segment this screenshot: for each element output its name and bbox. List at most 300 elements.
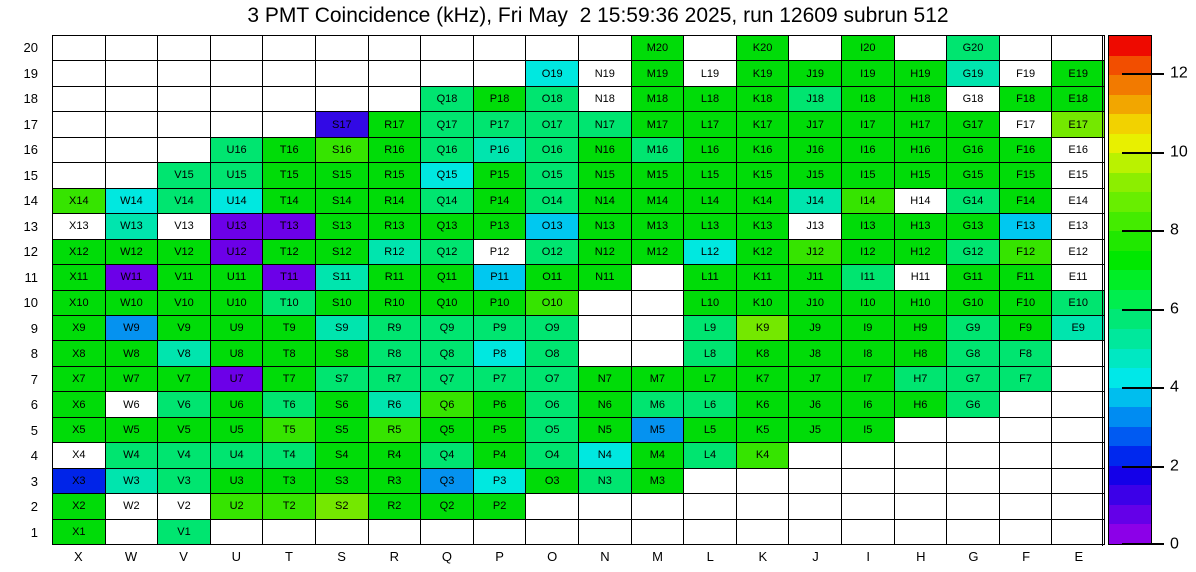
heatmap-cell	[632, 418, 685, 443]
cell-label: I12	[860, 245, 876, 258]
heatmap-cell	[1000, 163, 1053, 188]
cell-label: G8	[965, 347, 981, 360]
heatmap-cell	[369, 240, 422, 265]
heatmap-cell	[106, 265, 159, 290]
cell-label: G9	[965, 322, 981, 335]
cell-label: Q16	[436, 144, 458, 157]
cell-label: S4	[335, 449, 349, 462]
heatmap-cell	[526, 443, 579, 468]
cell-label: H11	[910, 271, 931, 284]
heatmap-cell	[842, 240, 895, 265]
cell-label: R8	[387, 347, 402, 360]
cell-label: O10	[541, 296, 563, 309]
cell-label: E16	[1068, 144, 1088, 157]
heatmap-cell	[421, 469, 474, 494]
cell-label: S7	[335, 373, 349, 386]
cell-label: L19	[700, 67, 720, 80]
cell-label: V8	[177, 347, 191, 360]
cell-label: S12	[332, 245, 352, 258]
cell-label: P13	[489, 220, 510, 233]
cell-label: X7	[72, 373, 86, 386]
colorbar-band	[1109, 114, 1151, 134]
cell-label: V13	[174, 220, 194, 233]
cell-label: U9	[229, 322, 244, 335]
cell-label: R11	[384, 271, 405, 284]
cell-label: M17	[646, 118, 669, 131]
cell-label: M18	[646, 93, 669, 106]
cell-label: E12	[1068, 245, 1088, 258]
heatmap-cell	[895, 87, 948, 112]
cell-label: W4	[123, 449, 140, 462]
heatmap-cell	[842, 87, 895, 112]
cell-label: J6	[809, 398, 821, 411]
heatmap-cell	[737, 214, 790, 239]
heatmap-cell	[789, 469, 842, 494]
heatmap-cell	[158, 240, 211, 265]
heatmap-cell	[737, 367, 790, 392]
heatmap-cell	[263, 214, 316, 239]
heatmap-cell	[316, 87, 369, 112]
cell-label: U6	[229, 398, 244, 411]
heatmap-cell	[106, 443, 159, 468]
cell-label: Q18	[436, 93, 458, 106]
cell-label: O19	[541, 67, 563, 80]
heatmap-cell	[632, 265, 685, 290]
heatmap-cell	[158, 163, 211, 188]
cell-label: O11	[542, 271, 563, 284]
heatmap-cell	[632, 443, 685, 468]
heatmap-cell	[369, 520, 422, 545]
cell-label: K16	[752, 144, 773, 157]
cell-label: K8	[755, 347, 770, 360]
heatmap-cell	[947, 443, 1000, 468]
heatmap-cell	[842, 61, 895, 86]
heatmap-cell	[474, 443, 527, 468]
x-axis-tick-label: W	[124, 548, 138, 564]
heatmap-cell	[263, 138, 316, 163]
cell-label: O18	[541, 93, 563, 106]
heatmap-cell	[947, 316, 1000, 341]
heatmap-cell	[211, 291, 264, 316]
heatmap-cell	[526, 316, 579, 341]
cell-label: F17	[1016, 118, 1036, 131]
heatmap-cell	[316, 367, 369, 392]
cell-label: R17	[384, 118, 405, 131]
heatmap-cell	[211, 112, 264, 137]
cell-label: H10	[910, 296, 931, 309]
cell-label: L12	[700, 245, 720, 258]
cell-label: O17	[541, 118, 563, 131]
heatmap-cell	[263, 189, 316, 214]
cell-label: J5	[809, 423, 821, 436]
heatmap-cell	[789, 520, 842, 545]
heatmap-cell	[369, 443, 422, 468]
x-axis-tick-label: N	[600, 548, 610, 564]
heatmap-cell	[474, 341, 527, 366]
heatmap-cell	[369, 112, 422, 137]
heatmap-cell	[158, 265, 211, 290]
cell-label: U7	[229, 373, 244, 386]
heatmap-cell	[842, 443, 895, 468]
heatmap-cell	[895, 494, 948, 519]
heatmap-cell	[263, 316, 316, 341]
cell-label: V4	[177, 449, 191, 462]
heatmap-cell	[1000, 87, 1053, 112]
heatmap-cell	[526, 36, 579, 61]
heatmap-cell	[947, 291, 1000, 316]
heatmap-cell	[526, 291, 579, 316]
heatmap-cell	[369, 494, 422, 519]
cell-label: P4	[492, 449, 507, 462]
heatmap-cell	[895, 367, 948, 392]
cell-label: L5	[703, 423, 717, 436]
cell-label: Q11	[437, 271, 457, 284]
heatmap-cell	[947, 367, 1000, 392]
heatmap-cell	[1000, 367, 1053, 392]
heatmap-cell	[369, 61, 422, 86]
heatmap-cell	[211, 520, 264, 545]
cell-label: W6	[123, 398, 140, 411]
heatmap-cell	[106, 61, 159, 86]
heatmap-cell	[1052, 189, 1105, 214]
cell-label: T15	[279, 169, 299, 182]
heatmap-cell	[947, 469, 1000, 494]
colorbar	[1108, 35, 1152, 545]
heatmap-cell	[842, 189, 895, 214]
heatmap-cell	[474, 392, 527, 417]
heatmap-cell	[421, 214, 474, 239]
heatmap-cell	[842, 367, 895, 392]
heatmap-cell	[895, 112, 948, 137]
cell-label: I17	[860, 118, 876, 131]
heatmap-cell	[369, 316, 422, 341]
heatmap-cell	[579, 189, 632, 214]
cell-label: G11	[963, 271, 983, 284]
heatmap-cell	[789, 341, 842, 366]
heatmap-cell	[263, 87, 316, 112]
heatmap-cell	[579, 87, 632, 112]
heatmap-cell	[474, 87, 527, 112]
cell-label: F15	[1016, 169, 1036, 182]
heatmap-cell	[526, 87, 579, 112]
heatmap-cell	[632, 112, 685, 137]
heatmap-cell	[1052, 443, 1105, 468]
cell-label: G7	[965, 373, 981, 386]
heatmap-cell	[316, 214, 369, 239]
cell-label: R10	[384, 296, 405, 309]
heatmap-cell	[684, 443, 737, 468]
heatmap-cell	[737, 36, 790, 61]
colorbar-band	[1109, 407, 1151, 427]
heatmap-cell	[158, 494, 211, 519]
heatmap-cell	[1000, 61, 1053, 86]
heatmap-cell	[737, 240, 790, 265]
heatmap-cell	[53, 36, 106, 61]
heatmap-cell	[789, 112, 842, 137]
heatmap-cell	[474, 316, 527, 341]
x-axis-tick-label: J	[812, 548, 819, 564]
heatmap-cell	[421, 138, 474, 163]
cell-label: P18	[489, 93, 510, 106]
heatmap-cell	[842, 341, 895, 366]
cell-label: O9	[544, 322, 560, 335]
heatmap-cell	[1052, 214, 1105, 239]
cell-label: X6	[72, 398, 86, 411]
heatmap-cell	[842, 520, 895, 545]
cell-label: H19	[910, 67, 931, 80]
heatmap-cell	[579, 520, 632, 545]
heatmap-cell	[316, 520, 369, 545]
cell-label: K18	[752, 93, 773, 106]
cell-label: Q14	[436, 194, 458, 207]
cell-label: M19	[646, 67, 669, 80]
cell-label: W10	[120, 296, 143, 309]
cell-label: G20	[962, 42, 984, 55]
cell-label: M13	[646, 220, 669, 233]
heatmap-cell	[684, 87, 737, 112]
cell-label: O8	[544, 347, 560, 360]
x-axis-tick-label: O	[547, 548, 558, 564]
colorbar-tick-label: 4	[1170, 378, 1179, 396]
cell-label: I16	[860, 144, 876, 157]
cell-label: J17	[806, 118, 825, 131]
heatmap-cell	[1052, 163, 1105, 188]
cell-label: X3	[72, 474, 86, 487]
y-axis-tick-label: 5	[30, 422, 38, 438]
heatmap-cell	[789, 291, 842, 316]
cell-label: Q9	[439, 322, 455, 335]
heatmap-cell	[947, 240, 1000, 265]
heatmap-cell	[789, 316, 842, 341]
cell-label: X14	[69, 194, 89, 207]
heatmap-cell	[789, 494, 842, 519]
cell-label: V7	[177, 373, 191, 386]
heatmap-cell	[53, 418, 106, 443]
heatmap-cell	[789, 214, 842, 239]
heatmap-cell	[684, 367, 737, 392]
heatmap-cell	[316, 494, 369, 519]
heatmap-cell	[158, 341, 211, 366]
cell-label: U8	[229, 347, 244, 360]
cell-label: U2	[229, 500, 244, 513]
heatmap-cell	[474, 112, 527, 137]
y-axis-tick-label: 6	[30, 397, 38, 413]
cell-label: N15	[594, 169, 615, 182]
cell-label: O13	[541, 220, 563, 233]
heatmap-cell	[789, 87, 842, 112]
heatmap-cell	[211, 418, 264, 443]
heatmap-cell	[421, 443, 474, 468]
x-axis-tick-label: S	[337, 548, 346, 564]
colorbar-band	[1109, 231, 1151, 251]
cell-label: O6	[544, 398, 560, 411]
colorbar-tick-label: 0	[1170, 535, 1179, 553]
heatmap-cell	[526, 341, 579, 366]
cell-label: U15	[226, 169, 247, 182]
cell-label: R14	[384, 194, 405, 207]
heatmap-cell	[579, 265, 632, 290]
heatmap-cell	[579, 163, 632, 188]
heatmap-cell	[789, 392, 842, 417]
heatmap-cell	[158, 291, 211, 316]
cell-label: J19	[806, 67, 825, 80]
heatmap-cell	[947, 520, 1000, 545]
y-axis-tick-label: 2	[30, 499, 38, 515]
cell-label: K15	[752, 169, 773, 182]
cell-label: L16	[700, 144, 720, 157]
cell-label: L10	[700, 296, 720, 309]
x-axis-tick-label: U	[231, 548, 241, 564]
heatmap-cell	[842, 36, 895, 61]
cell-label: T3	[282, 474, 296, 487]
heatmap-cell	[895, 240, 948, 265]
heatmap-cell	[369, 265, 422, 290]
colorbar-tick-label: 8	[1170, 221, 1179, 239]
heatmap-cell	[579, 112, 632, 137]
heatmap-cell	[211, 87, 264, 112]
heatmap-cell	[263, 36, 316, 61]
heatmap-cell	[579, 469, 632, 494]
colorbar-band	[1109, 524, 1151, 544]
cell-label: I8	[863, 347, 873, 360]
heatmap-cell	[421, 36, 474, 61]
cell-label: X4	[72, 449, 86, 462]
cell-label: I6	[863, 398, 873, 411]
heatmap-cell	[737, 469, 790, 494]
cell-label: L11	[701, 271, 719, 284]
heatmap-cell	[158, 392, 211, 417]
heatmap-cell	[421, 316, 474, 341]
heatmap-cell	[684, 189, 737, 214]
heatmap-cell	[421, 87, 474, 112]
heatmap-cell	[158, 418, 211, 443]
cell-label: Q10	[436, 296, 458, 309]
heatmap-cell	[474, 291, 527, 316]
heatmap-cell	[684, 214, 737, 239]
colorbar-band	[1109, 75, 1151, 95]
heatmap-cell	[1052, 469, 1105, 494]
heatmap-cell	[1000, 520, 1053, 545]
cell-label: W5	[123, 423, 140, 436]
cell-label: X2	[72, 500, 86, 513]
heatmap-cell	[158, 61, 211, 86]
heatmap-cell	[632, 367, 685, 392]
heatmap-cell	[526, 240, 579, 265]
heatmap-cell	[53, 443, 106, 468]
heatmap-cell	[106, 138, 159, 163]
cell-label: F19	[1016, 67, 1036, 80]
heatmap-cell	[421, 367, 474, 392]
heatmap-cell	[737, 112, 790, 137]
cell-label: V10	[174, 296, 194, 309]
cell-label: S17	[332, 118, 352, 131]
heatmap-cell	[106, 87, 159, 112]
y-axis-tick-label: 14	[23, 193, 38, 209]
heatmap-cell	[842, 418, 895, 443]
heatmap-cell	[474, 189, 527, 214]
colorbar-band	[1109, 56, 1151, 76]
cell-label: U10	[226, 296, 247, 309]
colorbar-tick-label: 2	[1170, 457, 1179, 475]
cell-label: H16	[910, 144, 931, 157]
heatmap-cell	[947, 494, 1000, 519]
y-axis-tick-label: 17	[23, 116, 38, 132]
heatmap-cell	[106, 36, 159, 61]
cell-label: X9	[72, 322, 86, 335]
x-axis-tick-label: X	[73, 548, 83, 564]
cell-label: G12	[962, 245, 984, 258]
heatmap-cell	[684, 112, 737, 137]
heatmap-cell	[684, 291, 737, 316]
heatmap-cell	[895, 520, 948, 545]
heatmap-cell	[947, 61, 1000, 86]
heatmap-cell	[947, 392, 1000, 417]
cell-label: L9	[703, 322, 717, 335]
cell-label: V11	[174, 271, 194, 284]
colorbar-band	[1109, 309, 1151, 329]
cell-label: F13	[1016, 220, 1036, 233]
heatmap-cell	[53, 494, 106, 519]
cell-label: T16	[279, 144, 299, 157]
cell-label: J11	[806, 271, 824, 284]
cell-label: P2	[492, 500, 507, 513]
cell-label: H6	[913, 398, 928, 411]
cell-label: E14	[1068, 194, 1088, 207]
cell-label: S5	[335, 423, 349, 436]
cell-label: F7	[1019, 373, 1033, 386]
x-axis-tick-label: M	[652, 548, 663, 564]
cell-label: R3	[387, 474, 402, 487]
heatmap-cell	[316, 291, 369, 316]
heatmap-cell	[263, 291, 316, 316]
cell-label: M12	[646, 245, 669, 258]
heatmap-cell	[1052, 61, 1105, 86]
cell-label: F8	[1019, 347, 1033, 360]
heatmap-cell	[316, 443, 369, 468]
cell-label: I9	[863, 322, 873, 335]
cell-label: N11	[595, 271, 615, 284]
colorbar-band	[1109, 270, 1151, 290]
heatmap-cell	[1052, 265, 1105, 290]
heatmap-cell	[53, 392, 106, 417]
heatmap-cell	[263, 61, 316, 86]
heatmap-cell	[632, 189, 685, 214]
heatmap-cell	[579, 291, 632, 316]
heatmap-cell	[1000, 443, 1053, 468]
heatmap-cell	[579, 36, 632, 61]
cell-label: F12	[1016, 245, 1036, 258]
heatmap-cell	[895, 214, 948, 239]
heatmap-cell	[579, 494, 632, 519]
heatmap-cell	[895, 265, 948, 290]
heatmap-cell	[579, 392, 632, 417]
heatmap-cell	[421, 494, 474, 519]
cell-label: U13	[226, 220, 247, 233]
heatmap-cell	[53, 367, 106, 392]
heatmap-cell	[316, 265, 369, 290]
heatmap-cell	[737, 138, 790, 163]
cell-label: N17	[594, 118, 615, 131]
heatmap-cell	[632, 469, 685, 494]
heatmap-cell	[737, 316, 790, 341]
heatmap-cell	[895, 291, 948, 316]
heatmap-cell	[526, 61, 579, 86]
heatmap-cell	[1052, 316, 1105, 341]
cell-label: K14	[752, 194, 773, 207]
heatmap-cell	[684, 316, 737, 341]
heatmap-cell	[579, 443, 632, 468]
cell-label: G16	[962, 144, 984, 157]
